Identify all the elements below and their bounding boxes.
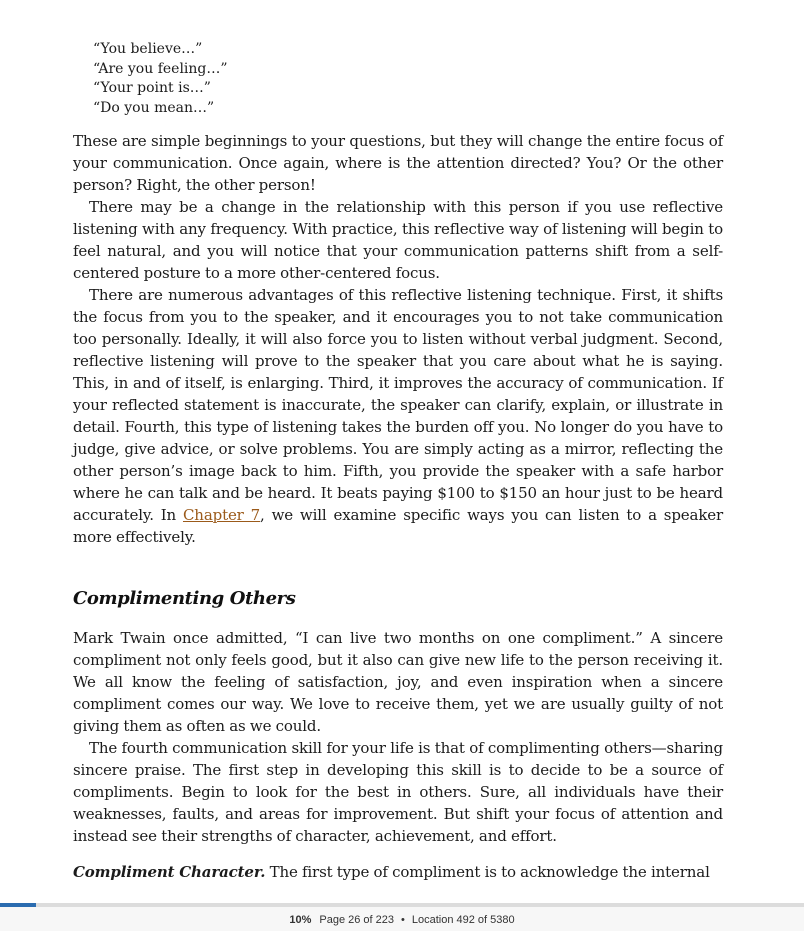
chapter-7-link[interactable]: Chapter 7 [182, 506, 261, 524]
quote-item: “Do you mean…” [93, 99, 215, 116]
page-number: Page 26 of 223 [319, 914, 395, 926]
separator-dot: • [401, 914, 405, 926]
quote-list [93, 40, 723, 118]
paragraph: The fourth communication skill for your life is that of complimenting others—sharing sincere praise. The first step in developing this skill is to decide to be a source of compliments. Begin to look for the best in others. Sure, all individuals have their weaknesses, faults, and areas for improvement. But shift your focus of attention and instead see their strengths of character, achievement, and effort. [73, 739, 723, 845]
location-number: Location 492 of 5380 [411, 914, 515, 926]
run-in-heading: Compliment Character. [73, 863, 266, 881]
quote-item: “Your point is…” [93, 80, 211, 96]
paragraph-text: , we will examine specific ways you can listen to a speaker more effectively. [73, 506, 724, 546]
reading-progress-fill [0, 903, 36, 907]
paragraph-text: The first type of compliment is to acknowledge the internal [265, 863, 710, 881]
percent-read: 10% [289, 914, 312, 926]
quote-item: “Are you feeling…” [93, 60, 228, 77]
paragraph-text: There are numerous advantages of this reflective listening technique. First, it shifts the focus from you to the speaker, and it encourages you to not take communication too personally. Ideally, it will also force you to listen without verbal judgment. Second, reflective listening will prove to the speaker that you care about what he is saying. This, in and of itself, is enlarging. Third, it improves the accuracy of communication. If your reflected statement is inaccurate, the speaker can clarify, explain, or illustrate in detail. Fourth, this type of listening takes the burden off you. No longer do you have to judge, give advice, or solve problems. You are simply acting as a mirror, reflecting the other person’s image back to him. Fifth, you provide the speaker with a safe harbor where he can talk and be heard. It beats paying $100 to $150 an hour just to be heard accurately. In [73, 286, 723, 524]
paragraph: There may be a change in the relationship with this person if you use reflective listening with any frequency. With practice, this reflective way of listening will begin to feel natural, and you will notice that your communication patterns shift from a self-centered posture to a more other-centered focus. [73, 198, 723, 282]
paragraph: Mark Twain once admitted, “I can live two months on one compliment.” A sincere compliment not only feels good, but it also can give new life to the person receiving it. We all know the feeling of satisfaction, joy, and even inspiration when a sincere compliment comes our way. We love to receive them, yet we are usually guilty of not giving them as often as we could. [73, 629, 723, 735]
quote-item: “You believe…” [93, 41, 203, 57]
paragraph: These are simple beginnings to your questions, but they will change the entire focus of your communication. Once again, where is the attention directed? You? Or the other person? Right, the other person! [73, 132, 723, 194]
reading-page [73, 40, 723, 883]
location-readout [0, 914, 804, 926]
paragraph-compliment-character [73, 861, 723, 883]
reading-progress-bar[interactable] [0, 903, 804, 907]
section-heading: Complimenting Others [73, 588, 296, 609]
paragraph-advantages [73, 284, 723, 548]
reader-footer [0, 903, 804, 931]
